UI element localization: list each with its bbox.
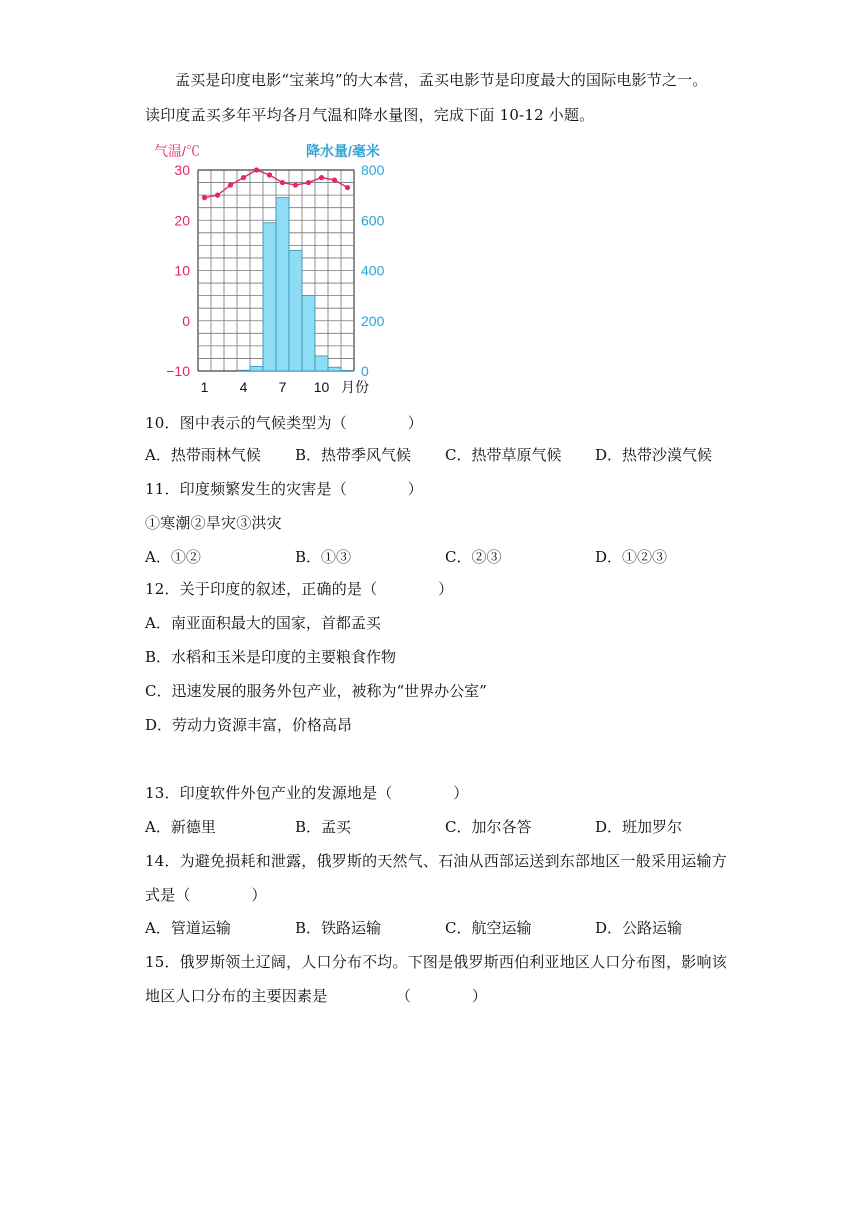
month-axis-label: 月份 [341, 379, 369, 395]
q11-option-c[interactable]: C．②③ [445, 548, 502, 566]
month-tick-label: 4 [239, 379, 248, 395]
climate-chart [150, 140, 410, 400]
q13-option-c[interactable]: C．加尔各答 [445, 818, 532, 836]
temp-tick-label: 30 [174, 162, 190, 178]
q14-option-c[interactable]: C．航空运输 [445, 919, 532, 937]
q15-stem-line-1: 15．俄罗斯领土辽阔，人口分布不均。下图是俄罗斯西伯利亚地区人口分布图，影响该 [145, 953, 727, 971]
precip-tick-label: 0 [361, 363, 369, 379]
q15-stem-line-2: 地区人口分布的主要因素是 （ ） [145, 987, 488, 1005]
precip-bars [237, 198, 354, 371]
q14-option-d[interactable]: D．公路运输 [595, 919, 683, 937]
precip-bar-10 [315, 356, 328, 371]
temp-point-7 [280, 180, 285, 185]
q12-option-b[interactable]: B．水稻和玉米是印度的主要粮食作物 [145, 648, 397, 666]
q10-option-a[interactable]: A．热带雨林气候 [145, 446, 261, 464]
q13-option-d[interactable]: D．班加罗尔 [595, 818, 683, 836]
temp-tick-label: 10 [174, 262, 190, 279]
temp-point-4 [241, 175, 246, 180]
temp-point-10 [319, 175, 324, 180]
q14-stem-line-2: 式是（ ） [145, 886, 267, 904]
temp-point-3 [228, 182, 233, 187]
q12-option-d[interactable]: D．劳动力资源丰富，价格高昂 [145, 716, 353, 734]
precip-bar-9 [302, 296, 315, 371]
precip-tick-label: 400 [361, 262, 385, 279]
intro-line-2: 读印度孟买多年平均各月气温和降水量图，完成下面 10-12 小题。 [145, 106, 595, 124]
precip-bar-6 [263, 223, 276, 371]
temp-tick-label: 20 [174, 212, 190, 229]
temp-point-12 [345, 185, 350, 190]
precip-bar-4 [237, 370, 250, 371]
q14-option-b[interactable]: B．铁路运输 [295, 919, 382, 937]
q10-option-b[interactable]: B．热带季风气候 [295, 446, 412, 464]
precip-axis-label: 降水量/毫米 [306, 143, 380, 159]
month-tick-label: 7 [278, 379, 287, 395]
q10-stem: 10．图中表示的气候类型为（ ） [145, 414, 423, 432]
q14-stem-line-1: 14．为避免损耗和泄露，俄罗斯的天然气、石油从西部运送到东部地区一般采用运输方 [145, 852, 727, 870]
temp-tick-label: 0 [182, 312, 190, 329]
q13-option-a[interactable]: A．新德里 [145, 818, 216, 836]
temp-point-11 [332, 177, 337, 182]
q14-option-a[interactable]: A．管道运输 [145, 919, 231, 937]
precip-bar-12 [341, 370, 354, 371]
precip-bar-5 [250, 366, 263, 371]
q13-option-b[interactable]: B．孟买 [295, 818, 352, 836]
precip-tick-label: 200 [361, 312, 385, 329]
temp-point-8 [293, 182, 298, 187]
temp-tick-label: −10 [166, 363, 190, 379]
temp-point-1 [202, 195, 207, 200]
intro-line-1: 孟买是印度电影“宝莱坞”的大本营，孟买电影节是印度最大的国际电影节之一。 [175, 71, 708, 89]
temp-point-6 [267, 172, 272, 177]
month-tick-label: 10 [313, 379, 330, 395]
q10-option-c[interactable]: C．热带草原气候 [445, 446, 562, 464]
q12-stem: 12．关于印度的叙述，正确的是（ ） [145, 580, 454, 598]
q12-option-c[interactable]: C．迅速发展的服务外包产业，被称为“世界办公室” [145, 682, 487, 700]
q11-sub: ①寒潮②旱灾③洪灾 [145, 514, 282, 532]
precip-bar-11 [328, 367, 341, 371]
temp-axis-label: 气温/℃ [154, 143, 200, 159]
month-tick-label: 1 [200, 379, 209, 395]
q11-stem: 11．印度频繁发生的灾害是（ ） [145, 480, 423, 498]
q11-option-a[interactable]: A．①② [145, 548, 201, 566]
precip-tick-label: 600 [361, 212, 385, 229]
precip-tick-label: 800 [361, 162, 385, 178]
q11-option-d[interactable]: D．①②③ [595, 548, 668, 566]
temp-point-2 [215, 193, 220, 198]
q12-option-a[interactable]: A．南亚面积最大的国家，首都孟买 [145, 614, 381, 632]
precip-bar-8 [289, 250, 302, 371]
temp-point-5 [254, 167, 259, 172]
q11-option-b[interactable]: B．①③ [295, 548, 352, 566]
q10-option-d[interactable]: D．热带沙漠气候 [595, 446, 713, 464]
q13-stem: 13．印度软件外包产业的发源地是（ ） [145, 784, 469, 802]
precip-bar-7 [276, 198, 289, 371]
temp-point-9 [306, 180, 311, 185]
